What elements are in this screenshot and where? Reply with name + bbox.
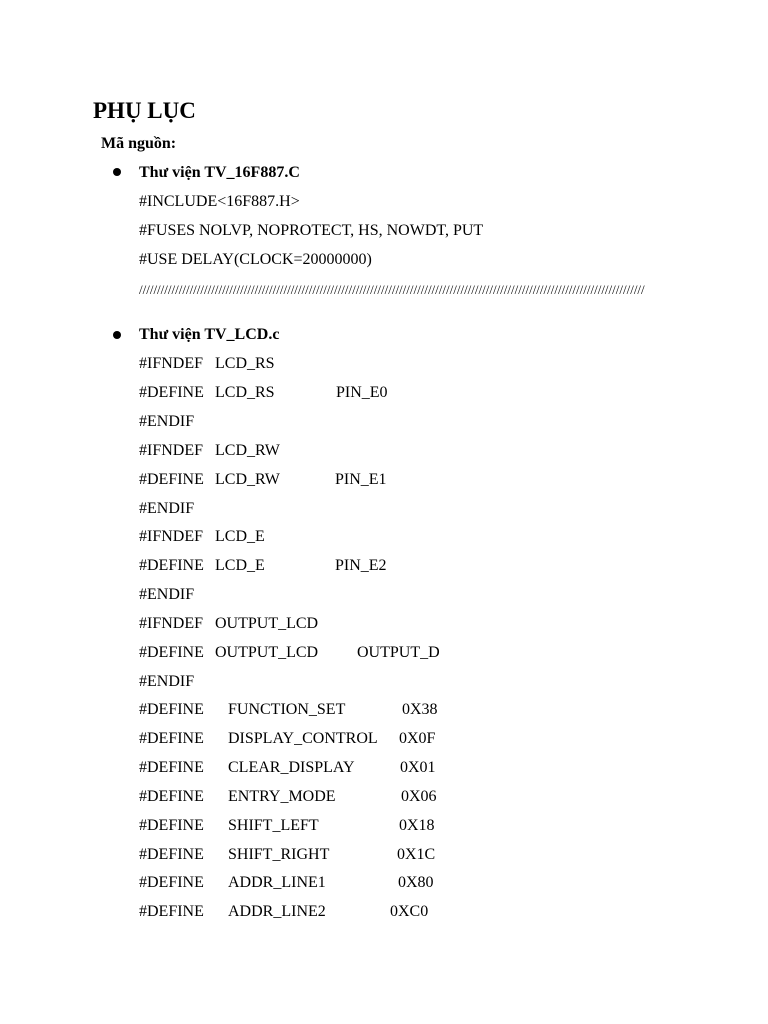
code-line (139, 354, 659, 374)
code-line (139, 470, 659, 490)
code-directive: #ENDIF (139, 412, 195, 430)
code-line (139, 672, 659, 692)
code-identifier: LCD_RW (215, 470, 280, 488)
code-line (139, 787, 659, 807)
code-directive: #ENDIF (139, 586, 195, 604)
code-line (139, 758, 659, 778)
code-identifier: LCD_RS (215, 355, 275, 372)
code-identifier: SHIFT_RIGHT (228, 845, 330, 863)
code-identifier: CLEAR_DISPLAY (228, 758, 355, 776)
code-line (139, 527, 659, 547)
code-line (139, 412, 659, 432)
code-line (139, 441, 659, 461)
code-directive: #DEFINE (139, 787, 204, 805)
code-value: PIN_E2 (335, 557, 387, 575)
code-identifier: LCD_E (215, 557, 265, 575)
code-identifier: DISPLAY_CONTROL (228, 729, 378, 747)
code-identifier: LCD_RW (215, 441, 280, 459)
code-directive: #DEFINE (139, 816, 204, 834)
code-value: 0X06 (401, 787, 437, 805)
code-identifier: FUNCTION_SET (228, 701, 346, 718)
code-directive: #DEFINE (139, 701, 204, 718)
code-line (139, 902, 659, 922)
code-identifier: LCD_E (215, 528, 265, 546)
code-line (139, 614, 659, 634)
code-identifier: ADDR_LINE2 (228, 903, 326, 921)
code-line (139, 383, 659, 403)
code-line (139, 816, 659, 836)
code-directive: #DEFINE (139, 644, 204, 661)
code-identifier: OUTPUT_LCD (215, 615, 319, 633)
code-value: 0X38 (402, 701, 438, 718)
code-directive: #IFNDEF (139, 441, 204, 459)
bullet-point-icon (113, 331, 121, 339)
code-directive: #IFNDEF (139, 355, 204, 372)
code-line: #USE DELAY(CLOCK=20000000) (139, 251, 372, 268)
source-code-subtitle: Mã nguồn: (101, 135, 177, 152)
code-line (139, 845, 659, 865)
code-directive: #DEFINE (139, 470, 204, 488)
code-line (139, 873, 659, 893)
code-line (139, 643, 659, 663)
code-line: #FUSES NOLVP, NOPROTECT, HS, NOWDT, PUT (139, 222, 484, 239)
code-directive: #DEFINE (139, 557, 204, 575)
code-value: PIN_E0 (336, 383, 388, 401)
code-value: 0X0F (399, 729, 436, 747)
code-line (139, 700, 659, 720)
code-directive: #DEFINE (139, 903, 204, 921)
code-identifier: LCD_RS (215, 383, 275, 401)
code-value: 0X80 (398, 874, 434, 892)
code-directive: #DEFINE (139, 874, 204, 892)
section-heading-tvlcd: Thư viện TV_LCD.c (139, 326, 280, 343)
code-line (139, 499, 659, 519)
section-heading-tv16f887: Thư viện TV_16F887.C (139, 164, 300, 181)
code-value: 0X18 (399, 816, 435, 834)
page-title: PHỤ LỤC (93, 98, 196, 123)
code-directive: #DEFINE (139, 729, 204, 747)
code-directive: #ENDIF (139, 499, 195, 517)
code-directive: #DEFINE (139, 845, 204, 863)
code-identifier: SHIFT_LEFT (228, 816, 319, 834)
code-directive: #DEFINE (139, 758, 204, 776)
code-directive: #DEFINE (139, 383, 204, 401)
code-line (139, 556, 659, 576)
code-line: #INCLUDE<16F887.H> (139, 193, 300, 210)
comment-separator: //////////////////////////////////////////////////////////////////////////////////////////////////////////////////////////////////////////// (139, 282, 645, 297)
code-value: OUTPUT_D (357, 644, 440, 661)
code-value: PIN_E1 (335, 470, 387, 488)
code-value: 0X1C (397, 845, 436, 863)
code-identifier: OUTPUT_LCD (215, 644, 319, 661)
code-identifier: ADDR_LINE1 (228, 874, 326, 892)
bullet-point-icon (113, 168, 121, 176)
code-directive: #ENDIF (139, 672, 195, 690)
code-identifier: ENTRY_MODE (228, 787, 336, 805)
code-line (139, 729, 659, 749)
code-line (139, 585, 659, 605)
code-value: 0X01 (400, 758, 436, 776)
code-directive: #IFNDEF (139, 528, 204, 546)
code-directive: #IFNDEF (139, 615, 204, 633)
code-value: 0XC0 (390, 903, 429, 921)
